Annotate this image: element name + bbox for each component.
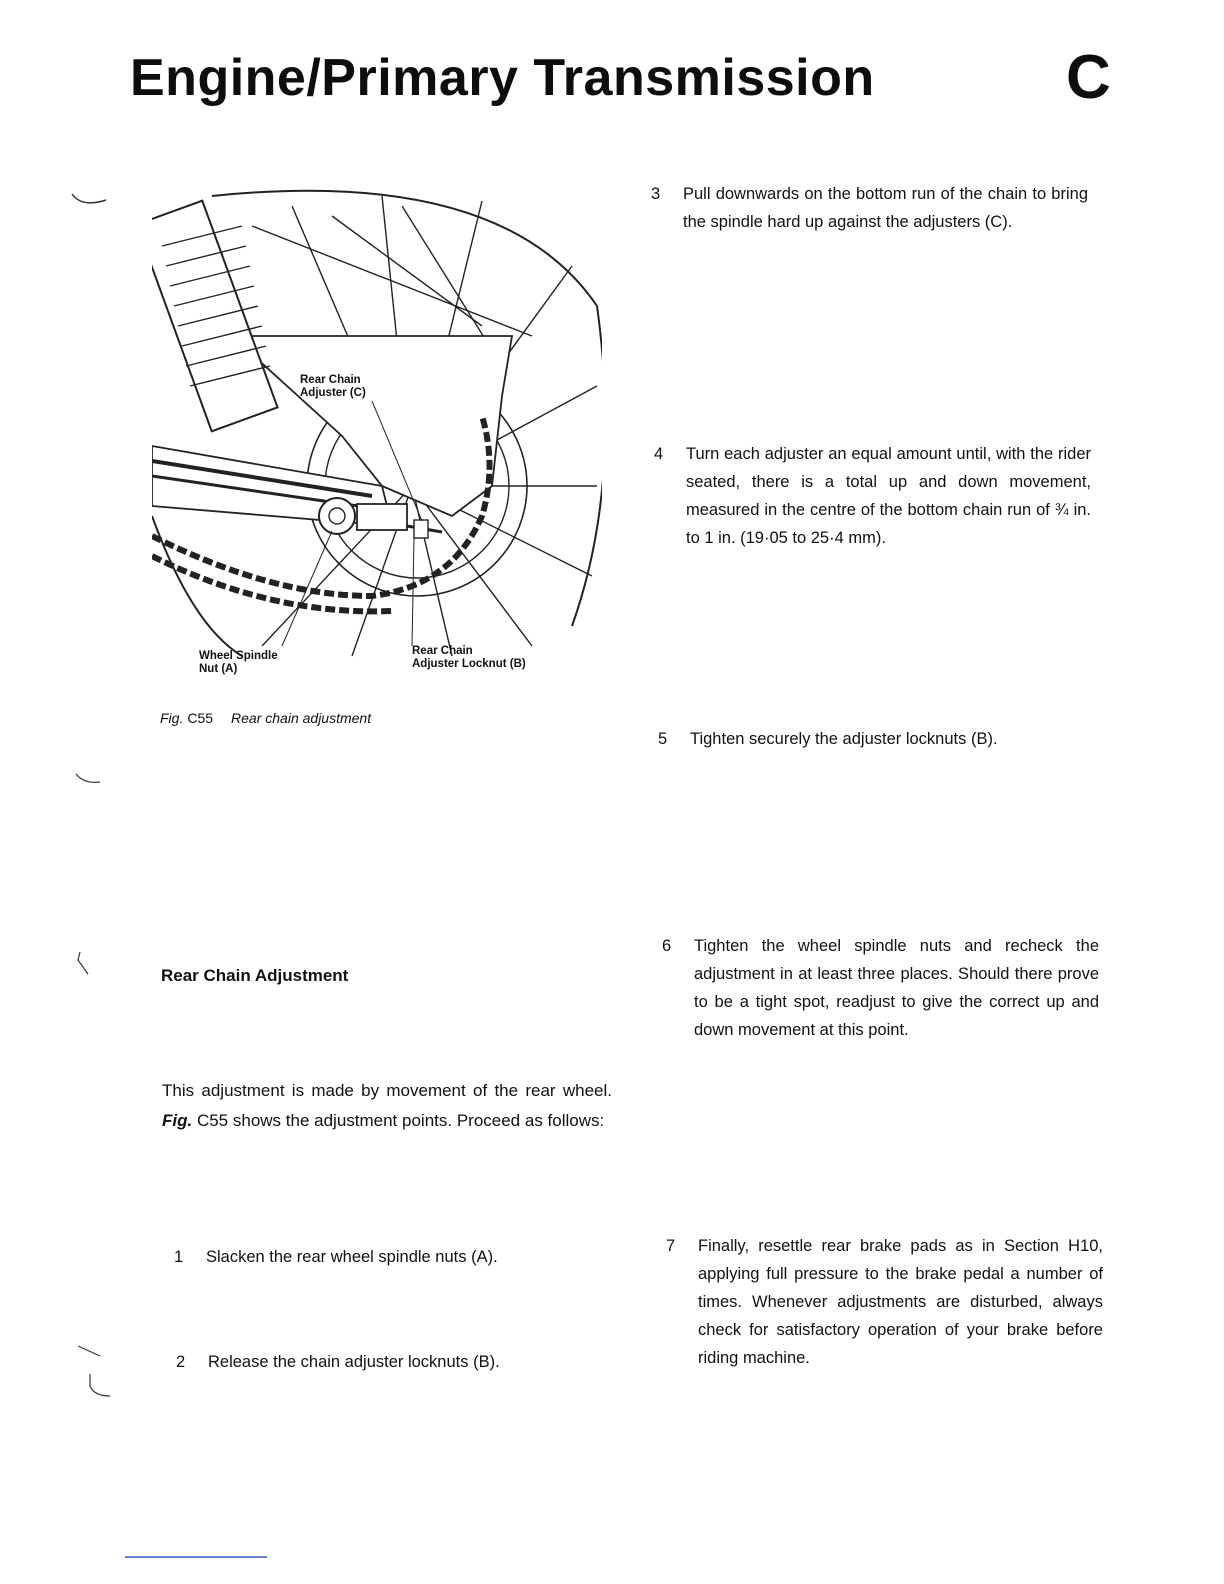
page-title: Engine/Primary Transmission <box>130 49 875 107</box>
caption-number: C55 <box>187 710 214 726</box>
step-number: 4 <box>654 445 664 463</box>
step-number: 7 <box>666 1237 676 1255</box>
margin-mark <box>74 770 104 790</box>
step-text: Release the chain adjuster locknuts (B). <box>208 1353 500 1371</box>
intro-text-2: C55 shows the adjustment points. Proceed as follows: <box>196 1111 605 1130</box>
intro-text-1: This adjustment is made by movement of the rear wheel. <box>162 1081 612 1100</box>
margin-mark <box>74 950 94 980</box>
margin-mark <box>70 190 110 220</box>
callout-wheel-spindle-nut: Wheel Spindle Nut (A) <box>199 650 278 675</box>
footer-rule <box>125 1556 267 1558</box>
step-text: Tighten securely the adjuster locknuts (B). <box>690 730 998 748</box>
section-intro <box>162 1076 612 1136</box>
rear-wheel-illustration <box>152 186 602 686</box>
callout-rear-chain-adjuster: Rear Chain Adjuster (C) <box>300 374 366 399</box>
margin-mark <box>84 1372 114 1402</box>
step-text: Tighten the wheel spindle nuts and recheck the adjustment in at least three places. Should there prove to be a tight spot, readjust to give the correct up and down movement at this point. <box>694 937 1099 1039</box>
rear-wheel-drawing <box>152 186 602 686</box>
callout-adjuster-locknut: Rear Chain Adjuster Locknut (B) <box>412 645 526 670</box>
step-number: 6 <box>662 937 672 955</box>
step-text: Finally, resettle rear brake pads as in Section H10, applying full pressure to the brake pedal a number of times. Whenever adjustments are disturbed, always check for satisfactory operation of your brake before riding machine. <box>698 1237 1103 1367</box>
step-number: 1 <box>174 1248 184 1266</box>
caption-prefix: Fig. <box>160 710 184 726</box>
figure-caption <box>160 710 371 726</box>
step-number: 2 <box>176 1353 186 1371</box>
step-number: 3 <box>651 185 661 203</box>
step-number: 5 <box>658 730 668 748</box>
intro-fig-ref: Fig. <box>162 1111 193 1130</box>
step-text: Slacken the rear wheel spindle nuts (A). <box>206 1248 498 1266</box>
margin-mark <box>76 1344 106 1364</box>
section-heading: Rear Chain Adjustment <box>161 966 349 985</box>
caption-text: Rear chain adjustment <box>231 710 372 726</box>
step-text: Turn each adjuster an equal amount until, with the rider seated, there is a total up and down movement, measured in the centre of the bottom chain run of ¾ in. to 1 in. (19·05 to 25·4 mm). <box>686 445 1091 547</box>
section-letter: C <box>1066 43 1111 112</box>
step-text: Pull downwards on the bottom run of the chain to bring the spindle hard up against the adjusters (C). <box>683 185 1088 231</box>
